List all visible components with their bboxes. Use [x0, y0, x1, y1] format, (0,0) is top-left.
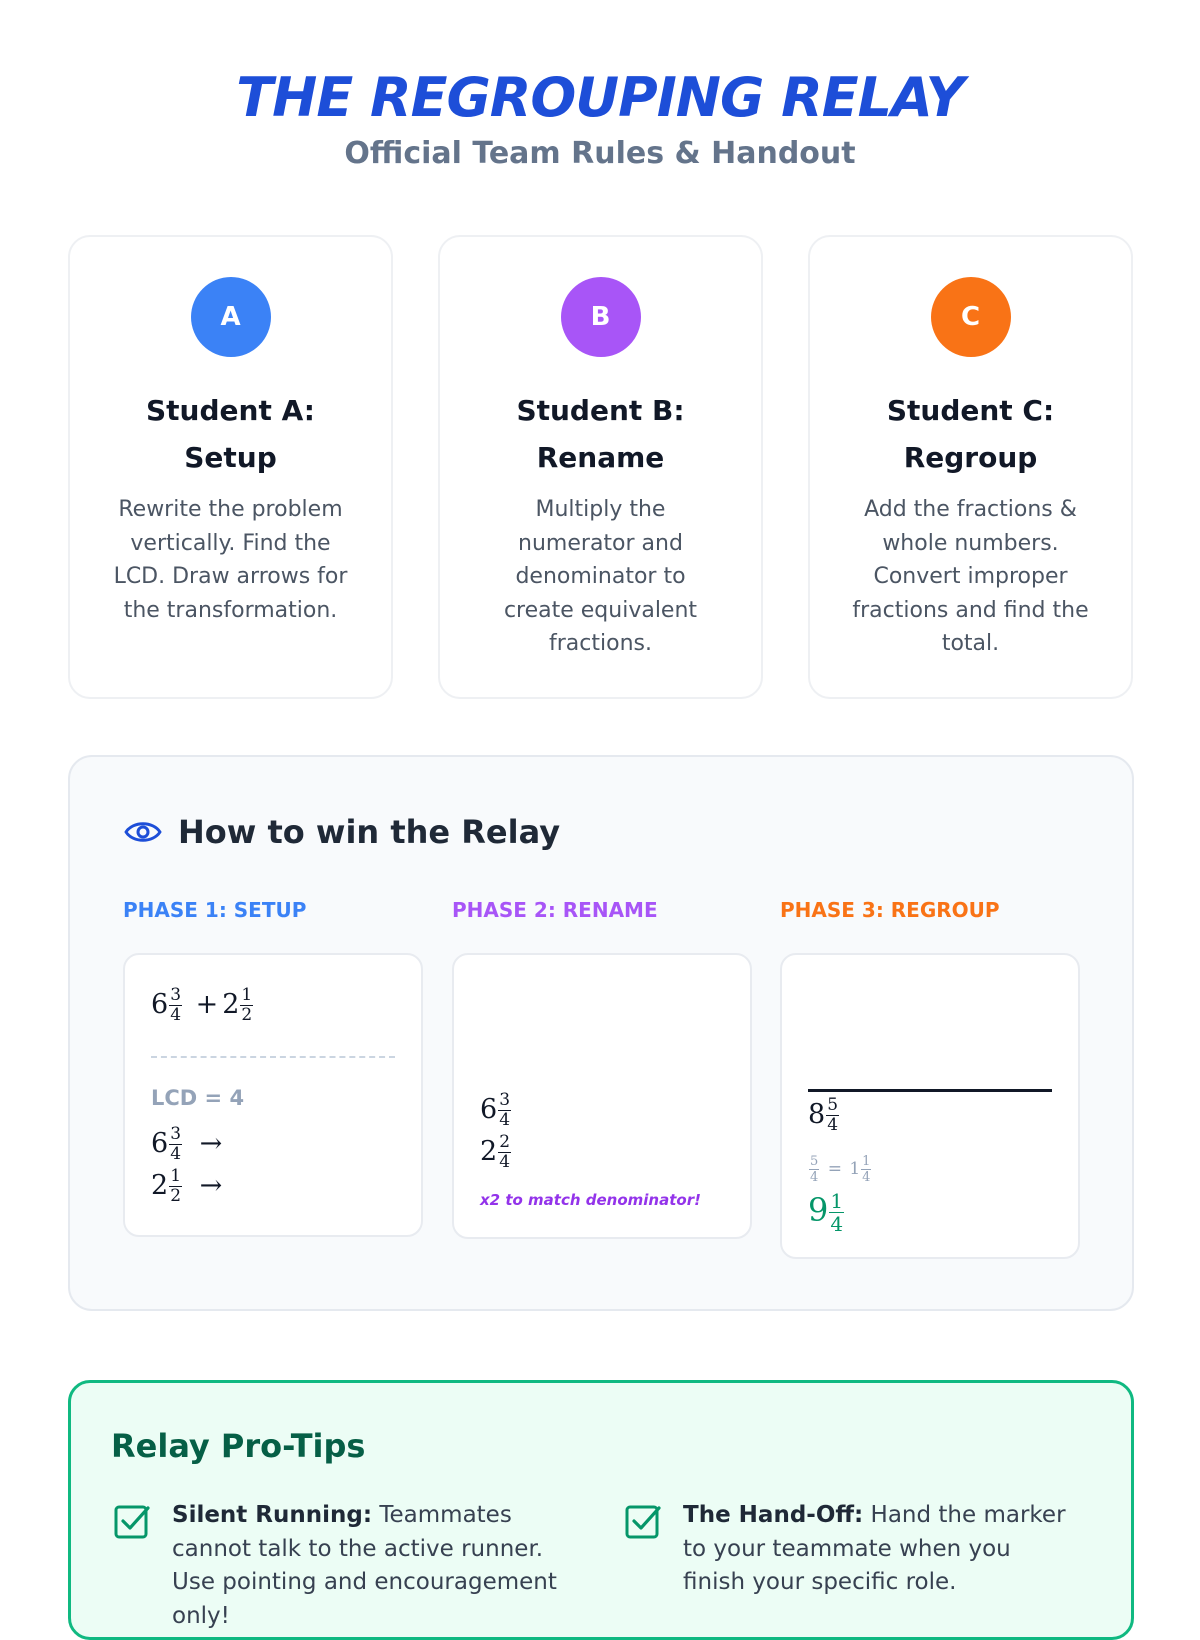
sum-value: 8 $\frac{5}{4}$ — [808, 1095, 839, 1135]
role-card-a — [68, 235, 393, 699]
role-description-c: Add the fractions & whole numbers. Convert improper fractions and find the total. — [852, 497, 1089, 656]
tip-item — [114, 1499, 564, 1633]
role-description-b: Multiply the numerator and denominator to create equivalent fractions. — [503, 497, 698, 656]
sum-line — [808, 1089, 1052, 1092]
tip-heading: Silent Running: — [172, 1502, 373, 1528]
eye-icon — [124, 817, 162, 847]
role-title-b — [460, 387, 741, 481]
role-title-line: Student C: — [886, 394, 1055, 427]
page-subtitle: Official Team Rules & Handout — [344, 136, 856, 171]
role-title-c — [830, 387, 1111, 481]
phase-3-label: PHASE 3: REGROUP — [780, 898, 1000, 922]
lcd-label: LCD = 4 — [151, 1086, 245, 1110]
role-badge-b: B — [561, 277, 641, 357]
conversion-step: $\frac{5}{4}$ = 1 $\frac{1}{4}$ — [810, 1154, 871, 1185]
how-to-win-title — [124, 813, 560, 851]
setup-rows — [151, 1123, 222, 1207]
role-card-c — [808, 235, 1133, 699]
rename-note: x2 to match denominator! — [480, 1191, 701, 1209]
phase-1-box — [123, 953, 423, 1237]
rename-rows — [480, 1089, 512, 1173]
tip-item — [625, 1499, 1075, 1600]
phase-2-label: PHASE 2: RENAME — [452, 898, 658, 922]
role-card-b — [438, 235, 763, 699]
role-title-line: Regroup — [903, 441, 1038, 474]
tip-text: Hand the marker to your teammate when you finish your specific role. — [683, 1502, 1066, 1595]
problem-expression: 6 $\frac{3}{4}$ + 2 $\frac{1}{2}$ — [151, 985, 253, 1025]
phase-1-label: PHASE 1: SETUP — [123, 898, 307, 922]
how-to-win-title-text: How to win the Relay — [178, 813, 561, 851]
pro-tips-title: Relay Pro-Tips — [111, 1427, 366, 1465]
arrow-right-icon: → — [199, 1128, 223, 1159]
tip-heading: The Hand-Off: — [683, 1502, 864, 1528]
checkbox-checked-icon — [114, 1503, 150, 1539]
pro-tips-panel — [68, 1380, 1134, 1640]
role-title-a — [90, 387, 371, 481]
how-to-win-panel — [68, 755, 1134, 1311]
arrow-right-icon: → — [199, 1170, 223, 1201]
rename-row: 6 $\frac{3}{4}$ — [480, 1090, 511, 1130]
role-title-line: Student A: — [146, 394, 315, 427]
phase-3-box — [780, 953, 1080, 1259]
phase-2-box — [452, 953, 752, 1239]
page-title: THE REGROUPING RELAY — [236, 66, 964, 129]
setup-row: 2 $\frac{1}{2}$ → — [151, 1166, 223, 1206]
role-title-line: Rename — [536, 441, 665, 474]
role-title-line: Student B: — [516, 394, 685, 427]
checkbox-checked-icon — [625, 1503, 661, 1539]
role-badge-a: A — [191, 277, 271, 357]
role-badge-c: C — [931, 277, 1011, 357]
rename-row: 2 $\frac{2}{4}$ — [480, 1132, 511, 1172]
dashed-divider — [151, 1056, 395, 1058]
tip-text: Teammates cannot talk to the active runner. Use pointing and encouragement only! — [172, 1502, 557, 1629]
setup-row: 6 $\frac{3}{4}$ → — [151, 1124, 223, 1164]
role-title-line: Setup — [184, 441, 277, 474]
final-answer: 9 $\frac{1}{4}$ — [808, 1189, 844, 1236]
role-description-a: Rewrite the problem vertically. Find the LCD. Draw arrows for the transformation. — [113, 497, 348, 623]
